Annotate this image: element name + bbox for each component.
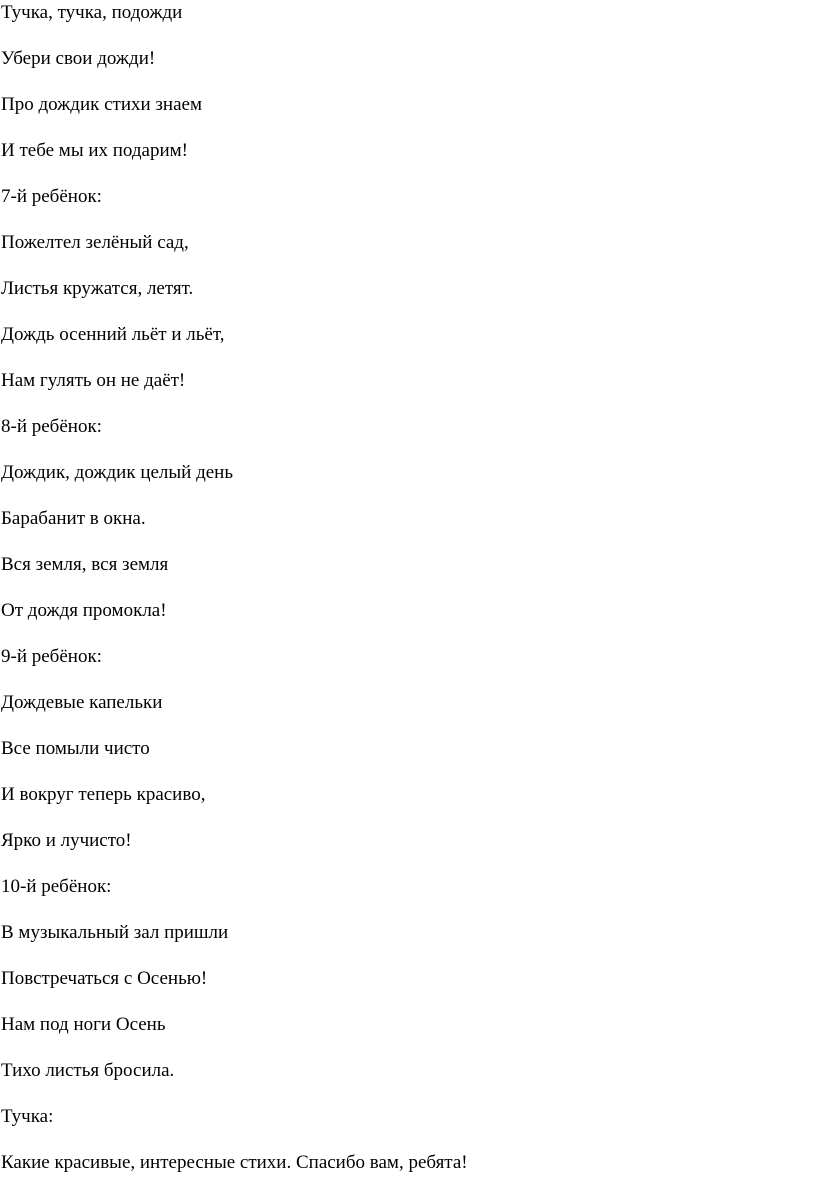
text-line: Убери свои дожди! xyxy=(1,48,156,69)
text-line: И тебе мы их подарим! xyxy=(1,140,189,161)
text-line: Нам гулять он не даёт! xyxy=(1,370,186,391)
text-line: В музыкальный зал пришли xyxy=(1,922,229,943)
text-line: Все помыли чисто xyxy=(1,738,150,759)
text-line: Барабанит в окна. xyxy=(1,508,146,529)
speaker-label: 7-й ребёнок: xyxy=(1,186,102,207)
speaker-label: 8-й ребёнок: xyxy=(1,416,102,437)
text-line: Тихо листья бросила. xyxy=(1,1060,175,1081)
text-line: И вокруг теперь красиво, xyxy=(1,784,206,805)
text-line: Нам под ноги Осень xyxy=(1,1014,166,1035)
speaker-label: 10-й ребёнок: xyxy=(1,876,112,897)
text-line: Про дождик стихи знаем xyxy=(1,94,202,115)
text-line: Пожелтел зелёный сад, xyxy=(1,232,189,253)
text-line: Ярко и лучисто! xyxy=(1,830,132,851)
text-line: Дождик, дождик целый день xyxy=(1,462,234,483)
text-line: Повстречаться с Осенью! xyxy=(1,968,208,989)
text-line: Тучка, тучка, подожди xyxy=(1,2,183,23)
text-line: Листья кружатся, летят. xyxy=(1,278,194,299)
text-line: Дождь осенний льёт и льёт, xyxy=(1,324,225,345)
text-line: Дождевые капельки xyxy=(1,692,163,713)
text-line: От дождя промокла! xyxy=(1,600,167,621)
speaker-label: 9-й ребёнок: xyxy=(1,646,102,667)
speaker-label: Тучка: xyxy=(1,1106,54,1127)
text-line: Вся земля, вся земля xyxy=(1,554,169,575)
text-line: Какие красивые, интересные стихи. Спасибо вам, ребята! xyxy=(1,1152,468,1173)
